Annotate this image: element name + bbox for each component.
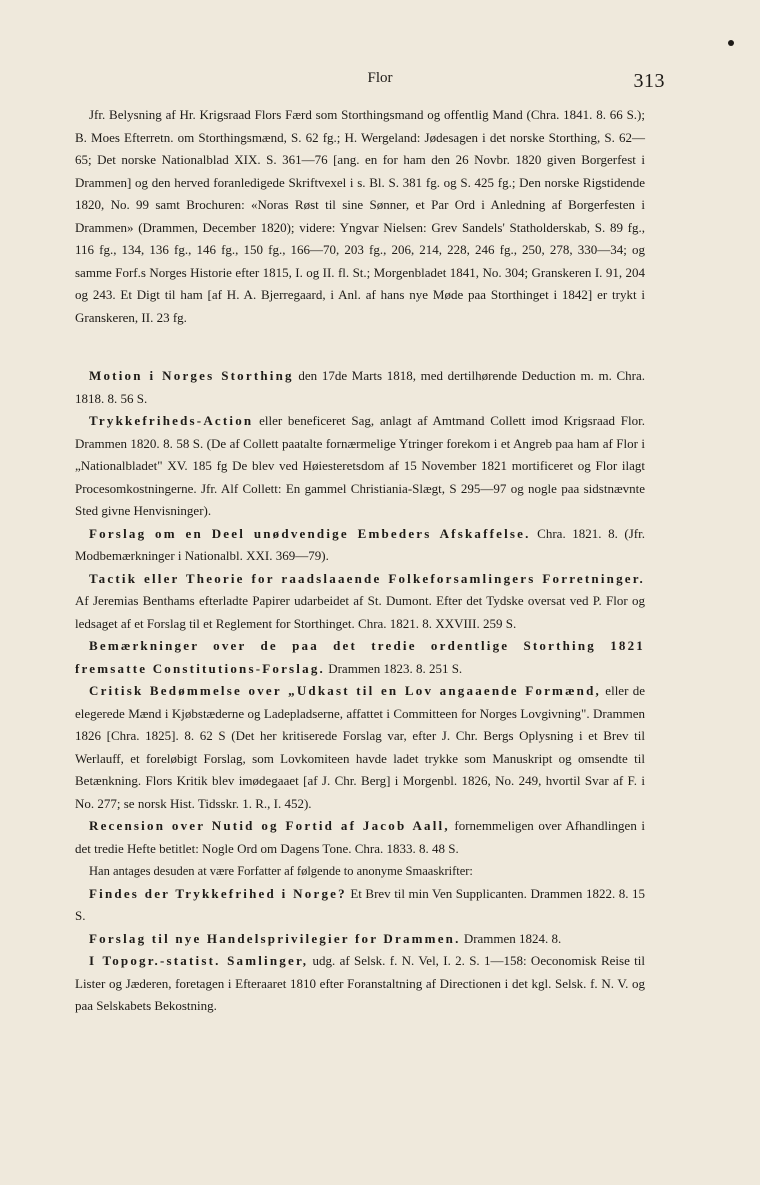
- references-paragraph: Jfr. Belysning af Hr. Krigsraad Flors Færd som Storthingsmand og offentlig Mand (Chra. 1841. 8. 66 S.); B. Moes Efterretn. om Storthingsmænd, S. 62 fg.; H. Wergeland: Jødesagen i det norske Storthing, S. 62—65; Det norske Nationalblad XIX. S. 361—76 [ang. en for ham den 26 Novbr. 1820 given Borgerfest i Drammen] og den herved foranledigede Skriftvexel i s. Bl. S. 381 fg. og S. 425 fg.; Den norske Rigstidende 1820, No. 99 samt Brochuren: «Noras Røst til sine Sønner, et Par Ord i Anledning af Borgerfesten i Drammen» (Drammen, December 1820); videre: Yngvar Nielsen: Grev Sandels' Statholderskab, S. 89 fg., 116 fg., 134, 136 fg., 146 fg., 150 fg., 166—70, 203 fg., 206, 214, 228, 246 fg., 250, 278, 330—34; og samme Forf.s Norges Historie efter 1815, I. og II. fl. St.; Morgenbladet 1841, No. 304; Granskeren I. 91, 204 og 243. Et Digt til ham [af H. A. Bjerregaard, i Anl. af hans nye Møde paa Storthinget i 1842] er trykt i Granskeren, II. 23 fg.: [75, 107, 645, 325]
- entry-title: Bemærkninger over de paa det tredie ordentlige Storthing 1821 fremsatte Constitutions-Forslag.: [75, 638, 645, 676]
- bibliography-entry: [75, 365, 645, 410]
- entry-details: udg. af Selsk. f. N. Vel, I. 2. S. 1—158: Oeconomisk Reise til Lister og Jæderen, foretagen i Efteraaret 1810 efter Foranstaltning af Directionen i det kgl. Selsk. f. N. V. og paa Selskabets Bekostning.: [75, 953, 645, 1013]
- entry-details: eller de elegerede Mænd i Kjøbstæderne og Ladepladserne, affattet i Committeen for Norges Lovgivning". Drammen 1826 [Chra. 1825]. 8. 62 S (Det her kritiserede Forslag var, efter J. Chr. Bergs Oplysning i et Brev til Werlauff, et foreløbigt Forslag, som Lovkomiteen havde ladet trykke som Manuskript og omsendte til Betænkning. Flors Kritik blev imødegaaet [af J. Chr. Berg] i Morgenbl. 1826, No. 249, hvortil Svar af F. i No. 277; se norsk Hist. Tidsskr. 1. R., I. 452).: [75, 683, 645, 811]
- entry-details: den 17de Marts 1818, med dertilhørende Deduction m. m. Chra. 1818. 8. 56 S.: [75, 368, 646, 406]
- bibliography-entry: [75, 950, 645, 1018]
- entry-details: Drammen 1823. 8. 251 S.: [324, 660, 463, 676]
- entry-title: Findes der Trykkefrihed i Norge?: [89, 885, 347, 901]
- bibliography-entry: [75, 635, 645, 680]
- entry-details: Et Brev til min Ven Supplicanten. Drammen 1822. 8. 15 S.: [75, 885, 645, 923]
- bibliography-entry: [75, 523, 645, 568]
- running-header: Flor: [367, 70, 393, 86]
- entry-title: I Topogr.-statist. Samlinger,: [89, 953, 309, 968]
- entry-details: eller beneficeret Sag, anlagt af Amtmand Collett imod Krigsraad Flor. Drammen 1820. 8. 58 S. (De af Collett paatalte fornærmelige Ytringer forekom i et Angreb paa ham af Flor i „Nationalbladet" XV. 185 fg De blev ved Høiesteretsdom af 15 November 1821 mortificeret og Flor ilagt Procesomkostningerne. Jfr. Alf Collett: En gammel Christiania-Slægt, S 295—97 og nogle paa sidstnævnte Sted givne Henvisninger).: [75, 413, 645, 518]
- entry-title: Trykkefriheds-Action: [89, 413, 254, 428]
- ink-dot: [728, 40, 734, 46]
- entry-details: Af Jeremias Benthams efterladte Papirer udarbeidet af St. Dumont. Efter det Tydske oversat ved P. Flor og ledsaget af et Forslag til et Reglement for Storthinget. Chra. 1821. 8. XXVIII. 259 S.: [75, 593, 645, 631]
- page-number: 313: [633, 70, 665, 92]
- bibliography-entry: [75, 410, 645, 523]
- bibliography-entry: [75, 883, 645, 928]
- bibliography-entry: [75, 928, 645, 951]
- entry-title: Forslag til nye Handelsprivilegier for Drammen.: [89, 930, 461, 946]
- entry-title: Tactik eller Theorie for raadslaaende Folkeforsamlingers Forretninger.: [89, 570, 645, 586]
- entry-title: Motion i Norges Storthing: [89, 368, 294, 383]
- bibliography-entry: [75, 568, 645, 636]
- bibliography-list: [75, 365, 645, 1018]
- entry-details: fornemmeligen over Afhandlingen i det tredie Hefte betitlet: Nogle Ord om Dagens Tone. Chra. 1833. 8. 48 S.: [75, 818, 646, 856]
- entry-details: Drammen 1824. 8.: [460, 930, 562, 946]
- entry-title: Forslag om en Deel unødvendige Embeders Afskaffelse.: [89, 525, 531, 541]
- anonymous-works-note: Han antages desuden at være Forfatter af følgende to anonyme Smaaskrifter:: [89, 864, 473, 878]
- bibliography-entry: [75, 815, 645, 860]
- entry-details: Chra. 1821. 8. (Jfr. Modbemærkninger i Nationalbl. XXI. 369—79).: [75, 525, 645, 563]
- bibliography-entry: [75, 680, 645, 815]
- references-block: [75, 104, 645, 329]
- entry-title: Critisk Bedømmelse over „Udkast til en Lov angaaende Formænd,: [89, 683, 601, 698]
- entry-title: Recension over Nutid og Fortid af Jacob Aall,: [89, 818, 450, 833]
